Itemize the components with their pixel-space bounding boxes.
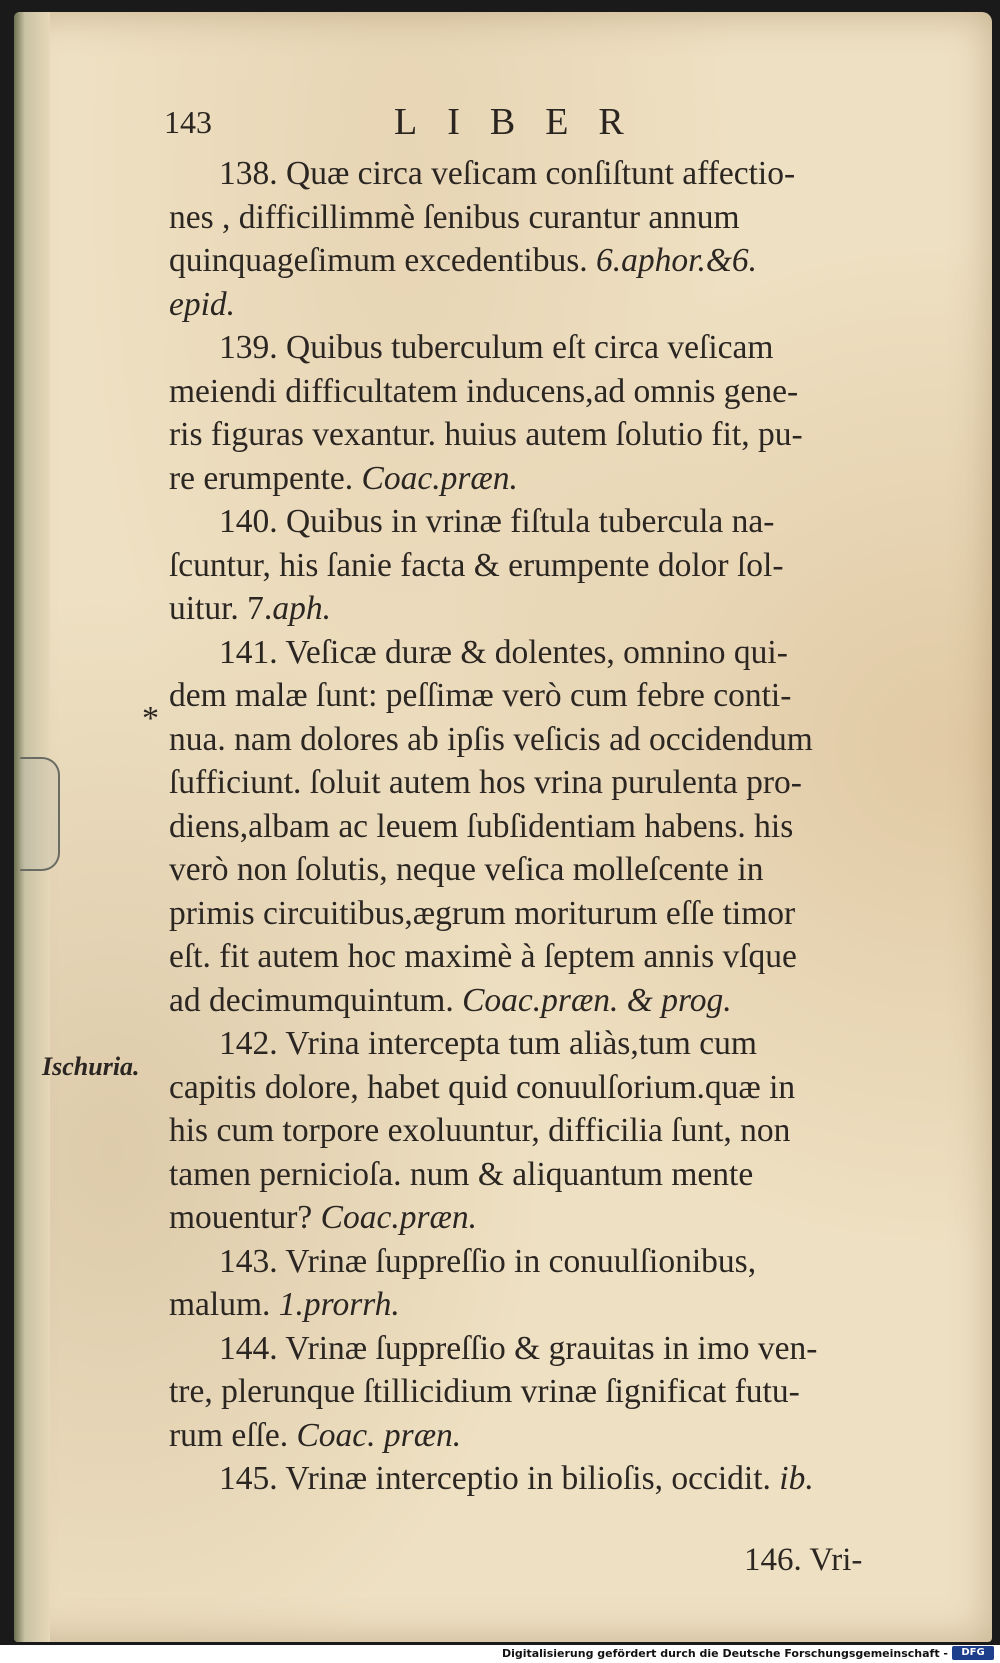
text-line [169,283,909,327]
text-line [169,1153,909,1197]
line-text: his cum torpore exoluuntur, difficilia ſunt, non [169,1112,791,1149]
line-text: verò non ſolutis, neque veſica molleſcente in [169,851,764,888]
text-line [169,1196,909,1240]
text-line [169,457,909,501]
text-line [169,631,909,675]
margin-note: Ischuria. [42,1052,140,1081]
line-text: rum eſſe. [169,1416,297,1454]
line-text: 140. Quibus in vrinæ fiſtula tubercula na- [219,503,775,540]
line-text: nes , difficillimmè ſenibus curantur annum [169,198,740,236]
line-text: nua. nam dolores ab ipſis veſicis ad occidendum [169,720,813,758]
text-line [169,674,909,718]
line-text: tre, plerunque ſtillicidium vrinæ ſignificat futu- [169,1373,800,1410]
line-text: 138. Quæ circa veſicam conſiſtunt affectio- [219,155,796,192]
line-text: eſt. fit autem hoc maximè à ſeptem annis vſque [169,938,797,975]
text-line [169,1283,909,1327]
line-text: tamen pernicioſa. num & aliquantum mente [169,1155,754,1193]
text-line [169,848,909,892]
text-line [169,718,909,762]
line-text: 141. Veſicæ duræ & dolentes, omnino qui- [219,633,788,671]
page-header [14,100,992,150]
line-text: quinquageſimum excedentibus. [169,242,597,279]
citation-reference: Coac.præn. & prog. [462,981,732,1019]
page-clip [20,757,60,871]
line-text: 144. Vrinæ ſuppreſſio & grauitas in imo ven- [219,1329,818,1367]
citation-reference: Coac.præn. [361,459,518,497]
line-text: diens,albam ac leuem ſubſidentiam habens. his [169,807,794,845]
citation-reference: ib. [779,1460,814,1497]
text-line [169,326,909,370]
line-text: 142. Vrina intercepta tum aliàs,tum cum [219,1025,757,1062]
line-text: uitur. 7. [169,590,273,627]
citation-reference: aph. [272,590,331,627]
line-text: ſcuntur, his ſanie facta & erumpente dolor ſol- [169,546,784,584]
text-line [169,979,909,1023]
text-line [169,239,909,283]
text-line [169,370,909,414]
text-line [169,1327,909,1371]
citation-reference: Coac.præn. [320,1199,477,1236]
line-text: meiendi difficultatem inducens,ad omnis gene- [169,372,799,410]
line-text: 139. Quibus tuberculum eſt circa veſicam [219,329,774,366]
text-line [169,1414,909,1458]
text-line [169,152,909,196]
text-line [169,935,909,979]
book-page [14,12,992,1642]
body-text [169,152,909,1501]
text-line [169,1109,909,1153]
text-line [169,761,909,805]
text-line [169,587,909,631]
text-line [169,1457,909,1501]
page-number: 143 [164,104,212,140]
line-text: 143. Vrinæ ſuppreſſio in conuulſionibus, [219,1242,757,1280]
text-line [169,500,909,544]
running-title: LIBER [394,101,654,143]
footer-bar [0,1645,1000,1663]
catchword: 146. Vri- [744,1542,863,1578]
text-line [169,1022,909,1066]
text-line [169,196,909,240]
line-text: malum. [169,1286,279,1323]
dfg-logo-icon: DFG [952,1646,994,1660]
margin-asterisk: * [142,700,159,737]
footer-credit: Digitalisierung gefördert durch die Deutsche Forschungsgemeinschaft - [501,1647,948,1660]
line-text: dem malæ ſunt: peſſimæ verò cum febre conti- [169,677,792,714]
text-line [169,1066,909,1110]
text-line [169,805,909,849]
line-text: ſufficiunt. ſoluit autem hos vrina purulenta pro- [169,764,802,801]
line-text: capitis dolore, habet quid conuulſorium.quæ in [169,1068,796,1106]
text-line [169,544,909,588]
line-text: 145. Vrinæ interceptio in bilioſis, occidit. [219,1460,780,1497]
line-text: re erumpente. [169,459,362,497]
citation-reference: 1.prorrh. [278,1286,400,1323]
text-line [169,413,909,457]
line-text: primis circuitibus,ægrum moriturum eſſe timor [169,894,796,932]
citation-reference: 6.aphor.&6. [596,242,758,279]
text-line [169,892,909,936]
text-line [169,1240,909,1284]
citation-reference: epid. [169,285,236,323]
line-text: ad decimumquintum. [169,981,463,1019]
text-line [169,1370,909,1414]
citation-reference: Coac. præn. [296,1416,462,1454]
line-text: mouentur? [169,1199,321,1236]
line-text: ris figuras vexantur. huius autem ſolutio fit, pu- [169,416,803,453]
